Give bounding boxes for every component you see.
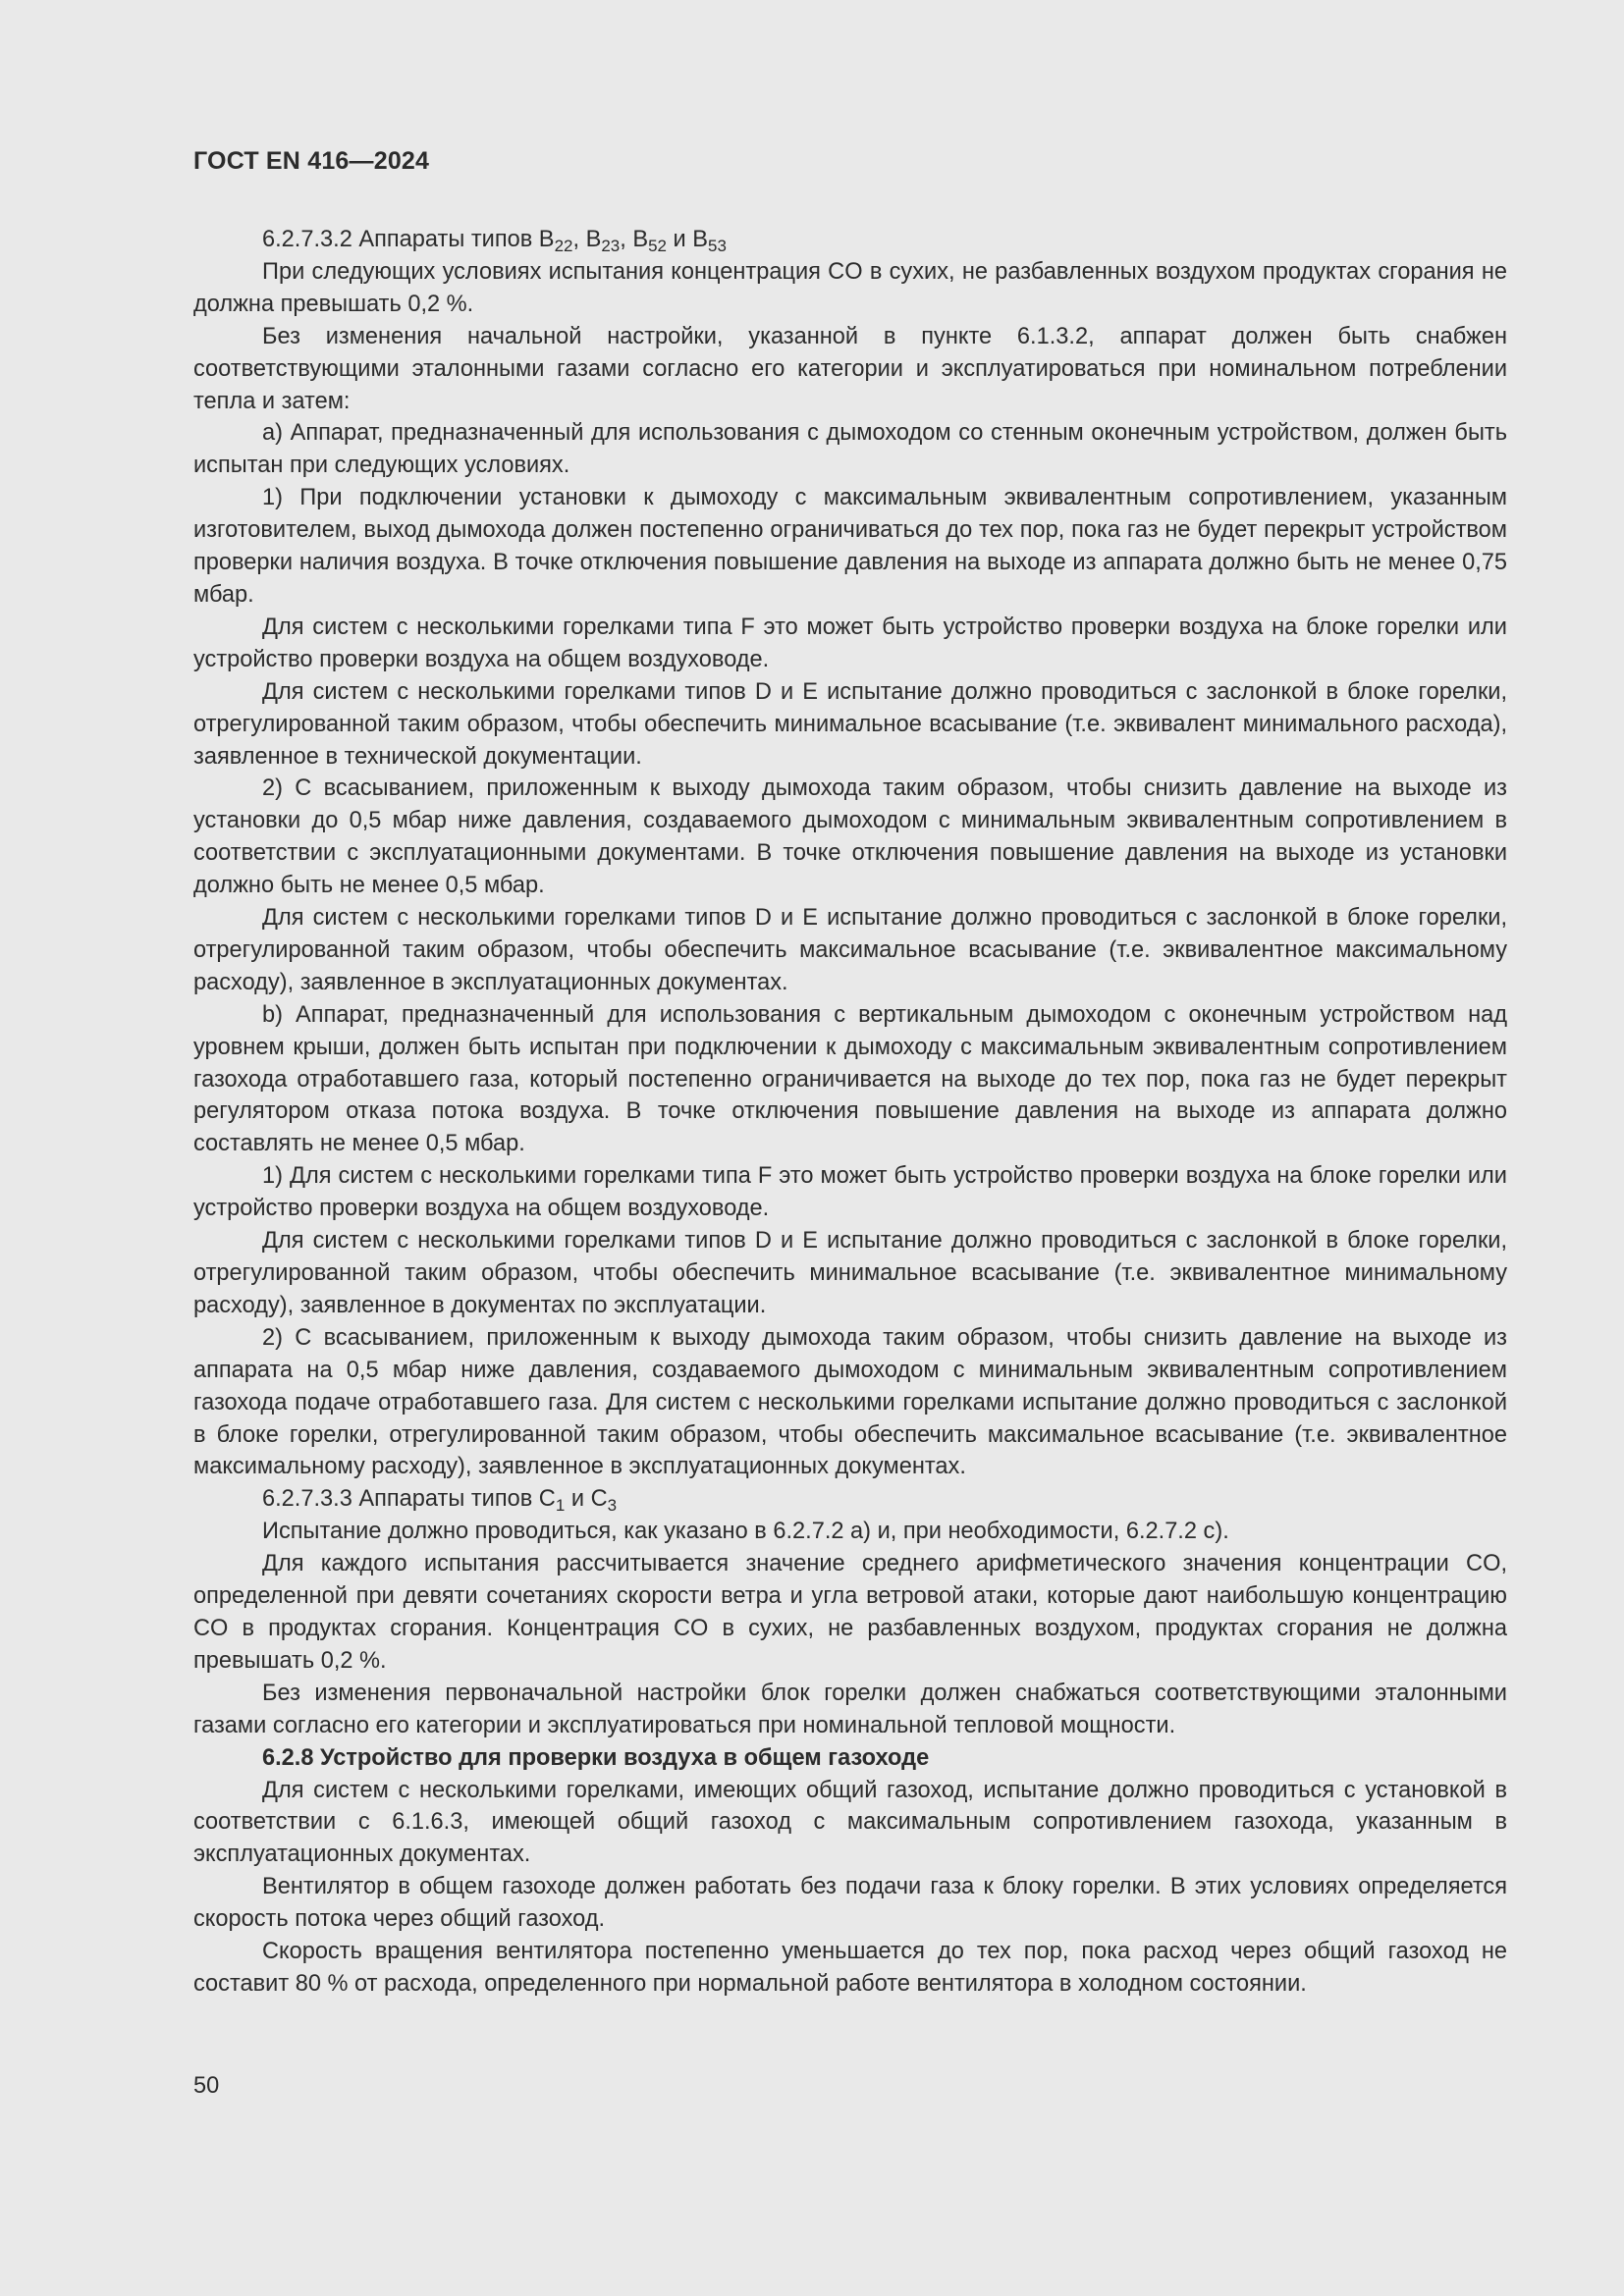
paragraph: Для систем с несколькими горелками типов D и E испытание должно проводиться с заслонкой в блоке горелки, отрегулированной таким образом, чтобы обеспечить минимальное всасывание (т.е. эквивалент минимального расхода), заявленное в технической документации. [193, 678, 1507, 770]
paragraph: Испытание должно проводиться, как указано в 6.2.7.2 a) и, при необходимости, 6.2.7.2 c). [262, 1519, 1229, 1545]
paragraph: a) Аппарат, предназначенный для использования с дымоходом со стенным оконечным устройством, должен быть испытан при следующих условиях. [193, 420, 1507, 479]
subscript: 3 [607, 1496, 618, 1516]
paragraph: 2) С всасыванием, приложенным к выходу дымохода таким образом, чтобы снизить давление на выходе из аппарата на 0,5 мбар ниже давления, создаваемого дымоходом с минимальным эквивалентным сопротивлением газохода подаче отработавшего газа. Для систем с несколькими горелками испытание должно проводиться с заслонкой в блоке горелки, отрегулированной таким образом, чтобы обеспечить максимальное всасывание (т.е. эквивалентное максимальному расходу), заявленное в эксплуатационных документах. [193, 1324, 1507, 1480]
paragraph: 1) Для систем с несколькими горелками типа F это может быть устройство проверки воздуха на блоке горелки или устройство проверки воздуха на общем воздуховоде. [193, 1163, 1507, 1222]
paragraph: Скорость вращения вентилятора постепенно уменьшается до тех пор, пока расход через общий газоход не составит 80 % от расхода, определенного при нормальной работе вентилятора в холодном состоянии. [193, 1939, 1507, 1997]
subscript: 53 [708, 237, 727, 256]
paragraph: Для каждого испытания рассчитывается значение среднего арифметического значения концентрации CO, определенной при девяти сочетаниях скорости ветра и угла ветровой атаки, которые дают наибольшую концентрацию CO в продуктах сгорания. Концентрация CO в сухих, не разбавленных воздухом, продуктах сгорания не должна превышать 0,2 %. [193, 1551, 1507, 1674]
paragraph: Для систем с несколькими горелками типов D и E испытание должно проводиться с заслонкой в блоке горелки, отрегулированной таким образом, чтобы обеспечить минимальное всасывание (т.е. эквивалентное минимальному расходу), заявленное в документах по эксплуатации. [193, 1228, 1507, 1318]
paragraph: 1) При подключении установки к дымоходу с максимальным эквивалентным сопротивлением, указанным изготовителем, выход дымохода должен постепенно ограничиваться до тех пор, пока газ не будет перекрыт устройством проверки наличия воздуха. В точке отключения повышение давления на выходе из аппарата должно быть не менее 0,75 мбар. [193, 485, 1507, 608]
heading-text: 6.2.7.3.3 Аппараты типов C [262, 1486, 556, 1513]
paragraph: b) Аппарат, предназначенный для использования с вертикальным дымоходом с оконечным устройством над уровнем крыши, должен быть испытан при подключении к дымоходу с максимальным эквивалентным сопротивлением газохода отработавшего газа, который постепенно ограничивается на выходе до тех пор, пока газ не будет перекрыт регулятором отказа потока воздуха. В точке отключения повышение давления на выходе из аппарата должно составлять не менее 0,5 мбар. [193, 1001, 1507, 1157]
heading-text: и B [667, 227, 709, 252]
document-header: ГОСТ EN 416—2024 [193, 147, 430, 175]
subscript: 52 [648, 237, 667, 256]
heading-text: 6.2.7.3.2 Аппараты типов B [262, 227, 555, 252]
subscript: 23 [601, 237, 621, 256]
heading-text: , B [620, 227, 649, 252]
paragraph: Без изменения первоначальной настройки блок горелки должен снабжаться соответствующими эталонными газами согласно его категории и эксплуатироваться при номинальной тепловой мощности. [193, 1680, 1507, 1738]
paragraph: 2) С всасыванием, приложенным к выходу дымохода таким образом, чтобы снизить давление на выходе из установки до 0,5 мбар ниже давления, создаваемого дымоходом с минимальным эквивалентным сопротивлением в соответствии с эксплуатационными документами. В точке отключения повышение давления на выходе из установки должно быть не менее 0,5 мбар. [193, 775, 1507, 899]
section-heading-6-2-8: 6.2.8 Устройство для проверки воздуха в общем газоходе [262, 1744, 930, 1771]
section-heading-6-2-7-3-2 [193, 224, 1507, 256]
subscript: 22 [554, 237, 573, 256]
paragraph: Для систем с несколькими горелками типа F это может быть устройство проверки воздуха на блоке горелки или устройство проверки воздуха на общем воздуховоде. [193, 614, 1507, 672]
heading-text: и C [565, 1486, 608, 1513]
paragraph: Вентилятор в общем газоходе должен работать без подачи газа к блоку горелки. В этих условиях определяется скорость потока через общий газоход. [193, 1874, 1507, 1933]
subscript: 1 [555, 1496, 566, 1516]
paragraph: Для систем с несколькими горелками типов D и E испытание должно проводиться с заслонкой в блоке горелки, отрегулированной таким образом, чтобы обеспечить максимальное всасывание (т.е. эквивалентное максимальному расходу), заявленное в эксплуатационных документах. [193, 905, 1507, 995]
paragraph: При следующих условиях испытания концентрация CO в сухих, не разбавленных воздухом продуктах сгорания не должна превышать 0,2 %. [193, 258, 1507, 317]
page-number: 50 [193, 2073, 220, 2099]
document-body [193, 224, 1507, 2001]
paragraph: Для систем с несколькими горелками, имеющих общий газоход, испытание должно проводиться с установкой в соответствии с 6.1.6.3, имеющей общий газоход с максимальным сопротивлением газохода, указанным в эксплуатационных документах. [193, 1777, 1507, 1868]
paragraph: Без изменения начальной настройки, указанной в пункте 6.1.3.2, аппарат должен быть снабжен соответствующими эталонными газами согласно его категории и эксплуатироваться при номинальном потреблении тепла и затем: [193, 323, 1507, 414]
section-heading-6-2-7-3-3 [193, 1483, 1507, 1516]
heading-text: , B [572, 227, 602, 252]
